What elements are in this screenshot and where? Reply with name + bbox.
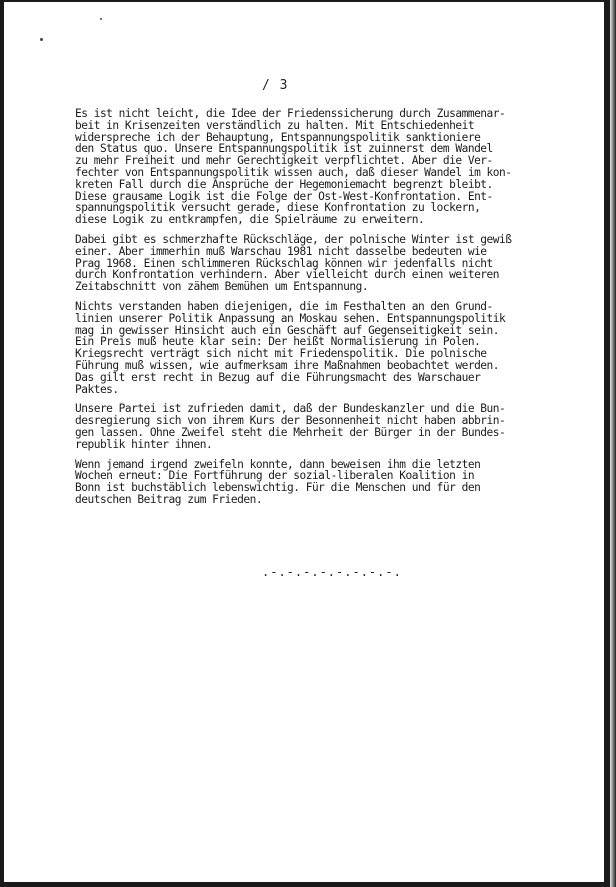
paragraph <box>75 459 555 506</box>
document-page <box>4 2 604 882</box>
text-line: Bonn ist buchstäblich lebenswichtig. Für die Menschen und für den <box>75 481 481 495</box>
text-line: durch Konfrontation verhindern. Aber vielleicht durch einen weiteren <box>75 268 500 282</box>
text-line: linien unserer Politik Anpassung an Moskau sehen. Entspannungspolitik <box>75 311 506 325</box>
text-line: Zeitabschnitt von zähem Bemühen um Entspannung. <box>75 280 369 294</box>
text-line: den Status quo. Unsere Entspannungspolitik ist zuinnerst dem Wandel <box>75 142 493 156</box>
text-line: Unsere Partei ist zufrieden damit, daß der Bundeskanzler und die Bun- <box>75 402 506 416</box>
text-line: fechter von Entspannungspolitik wissen auch, daß dieser Wandel im kon- <box>75 165 512 179</box>
text-line: deutschen Beitrag zum Frieden. <box>75 492 263 506</box>
text-line: Diese grausame Logik ist die Folge der Ost-West-Konfrontation. Ent- <box>75 189 493 203</box>
text-line: einer. Aber immerhin muß Warschau 1981 nicht dasselbe bedeuten wie <box>75 244 487 258</box>
body-text <box>75 108 555 514</box>
paragraph <box>75 301 555 395</box>
text-line: desregierung sich von ihrem Kurs der Besonnenheit nicht haben abbrin- <box>75 414 506 428</box>
text-line: Nichts verstanden haben diejenigen, die im Festhalten an den Grund- <box>75 299 493 313</box>
page-number: / 3 <box>262 78 289 93</box>
closing-mark: .-.-.-.-.-.-.-.-. <box>262 565 402 579</box>
text-line: Prag 1968. Einen schlimmeren Rückschlag können wir jedenfalls nicht <box>75 256 493 270</box>
text-line: Es ist nicht leicht, die Idee der Friedenssicherung durch Zusammenar- <box>75 107 506 120</box>
text-line: Paktes. <box>75 382 119 396</box>
text-line: mag in gewisser Hinsicht auch ein Geschäft auf Gegenseitigkeit sein. <box>75 323 500 337</box>
text-line: zu mehr Freiheit und mehr Gerechtigkeit verpflichtet. Aber die Ver- <box>75 154 493 168</box>
text-line: Wenn jemand irgend zweifeln konnte, dann beweisen ihm die letzten <box>75 457 481 471</box>
text-line: kreten Fall durch die Ansprüche der Hegemoniemacht begrenzt bleibt. <box>75 177 493 191</box>
text-line: gen lassen. Ohne Zweifel steht die Mehrheit der Bürger in der Bundes- <box>75 425 506 439</box>
scan-speck <box>100 18 102 20</box>
scan-speck <box>40 38 43 41</box>
paragraph <box>75 403 555 450</box>
text-line: Ein Preis muß heute klar sein: Der heißt Normalisierung in Polen. <box>75 335 481 349</box>
text-line: Das gilt erst recht in Bezug auf die Führungsmacht des Warschauer <box>75 370 481 384</box>
text-line: diese Logik zu entkrampfen, die Spielräume zu erweitern. <box>75 213 425 227</box>
text-line: Dabei gibt es schmerzhafte Rückschläge, der polnische Winter ist gewiß <box>75 232 512 246</box>
text-line: republik hinter ihnen. <box>75 437 213 451</box>
text-line: widerspreche ich der Behauptung, Entspannungspolitik sanktioniere <box>75 130 481 144</box>
scan-edge <box>610 0 616 887</box>
paragraph <box>75 234 555 293</box>
paragraph <box>75 108 555 226</box>
text-line: Führung muß wissen, wie aufmerksam ihre Maßnahmen beobachtet werden. <box>75 358 500 372</box>
text-line: spannungspolitik versucht gerade, diese Konfrontation zu lockern, <box>75 201 481 215</box>
text-line: beit in Krisenzeiten verständlich zu halten. Mit Entschiedenheit <box>75 118 475 132</box>
text-line: Kriegsrecht verträgt sich nicht mit Friedenspolitik. Die polnische <box>75 347 487 361</box>
text-line: Wochen erneut: Die Fortführung der sozial-liberalen Koalition in <box>75 469 475 483</box>
